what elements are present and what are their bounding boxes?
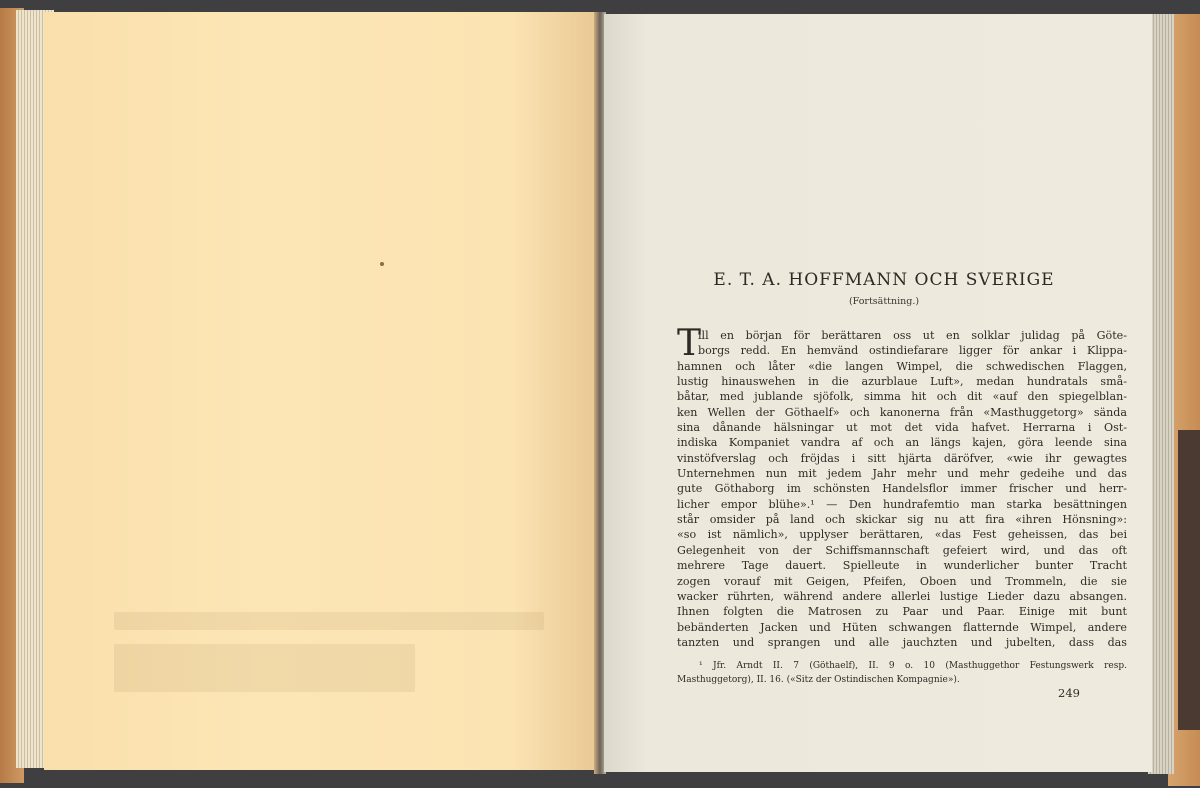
body-line: zogen vorauf mit Geigen, Pfeifen, Oboen und Trommeln, die sie: [677, 574, 1127, 588]
chapter-subtitle: (Fortsättning.): [848, 296, 920, 307]
body-line: Ihnen folgten die Matrosen zu Paar und Paar. Einige mit bunt: [677, 605, 1127, 619]
body-line: båtar, med jublande sjöfolk, simma hit och dit «auf den spiegelblan-: [677, 390, 1127, 404]
body-line: borgs redd. En hemvänd ostindiefarare ligger för ankar i Klippa-: [698, 344, 1127, 358]
body-line: «so ist nämlich», upplyser berättaren, «das Fest geheissen, das bei: [677, 528, 1127, 542]
footnote-line: Masthuggetorg), II. 16. («Sitz der Ostindischen Kompagnie»).: [677, 675, 960, 685]
footnote-line: ¹ Jfr. Arndt II. 7 (Göthaelf), II. 9 o. 10 (Masthuggethor Festungswerk resp.: [699, 661, 1127, 671]
text-page-right: [604, 14, 1152, 772]
cover-shadow: [1178, 430, 1200, 730]
body-line: bebänderten Jacken und Hüten schwangen flatternde Wimpel, andere: [677, 620, 1127, 634]
body-line: indiska Kompaniet vandra af och an längs kajen, göra leende sina: [677, 436, 1127, 450]
body-line: Unternehmen nun mit jedem Jahr mehr und mehr gedeihe und das: [677, 467, 1127, 481]
bleed-through-print: [114, 612, 544, 722]
body-line: mehrere Tage dauert. Spielleute in wunderlicher bunter Tracht: [677, 559, 1127, 573]
page-number: 249: [1058, 686, 1080, 700]
body-line: vinstöfverslag och fröjdas i sitt hjärta däröfver, «wie ihr gewagtes: [677, 451, 1127, 465]
blank-left-page: [44, 12, 596, 770]
body-text: [677, 323, 1127, 650]
body-line: ill en början för berättaren oss ut en solklar julidag på Göte-: [698, 329, 1127, 342]
body-line: Gelegenheit von der Schiffsmannschaft gefeiert wird, und das oft: [677, 543, 1127, 557]
body-line: gute Göthaborg im schönsten Handelsflor immer frischer und herr-: [677, 482, 1127, 496]
bleed-through-line: [114, 644, 415, 692]
paper-speck: [380, 262, 384, 266]
footnote: [677, 659, 1127, 687]
body-line: lustig hinauswehen in die azurblaue Luft», medan hundratals små-: [677, 375, 1127, 389]
body-line: hamnen och låter «die langen Wimpel, die schwedischen Flaggen,: [677, 359, 1127, 373]
body-line: licher empor blühe».¹ — Den hundrafemtio man starka besättningen: [677, 497, 1127, 511]
chapter-title: E. T. A. HOFFMANN OCH SVERIGE: [713, 270, 1055, 290]
body-line: wacker rührten, während andere allerlei lustige Lieder dazu absangen.: [677, 589, 1127, 603]
body-line: sina dånande hälsningar ut mot det vida hafvet. Herrarna i Ost-: [677, 421, 1127, 435]
drop-cap: T: [677, 323, 702, 364]
body-line: tanzten und sprangen und alle jauchzten und jubelten, dass das: [677, 635, 1127, 649]
body-line: står omsider på land och skickar sig nu att fira «ihren Hönsning»:: [677, 513, 1127, 527]
body-line: ken Wellen der Göthaelf» och kanonerna från «Masthuggetorg» sända: [677, 405, 1127, 419]
bleed-through-line: [114, 612, 544, 630]
